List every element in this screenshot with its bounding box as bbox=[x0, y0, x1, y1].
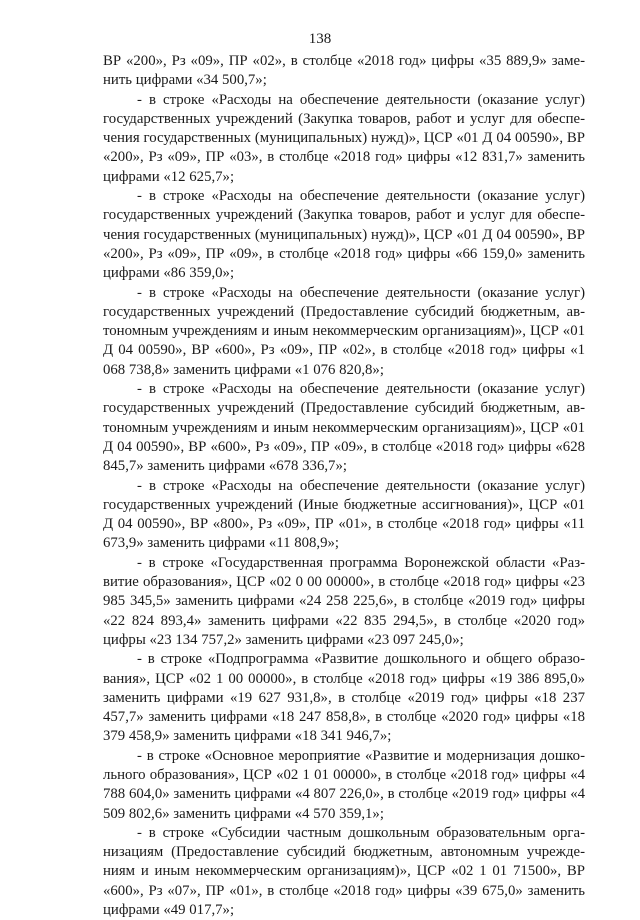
paragraph: - в строке «Основное мероприятие «Развитие и модернизация дошкольного образования», ЦСР «02 1 01 00000», в столбце «2018 год» цифры «4 788 604,0» заменить цифрами «4 807 226,0», в столбце «2019 год» цифры «4 509 802,6» заменить цифрами «4 570 359,1»; bbox=[103, 747, 585, 822]
paragraph: - в строке «Расходы на обеспечение деятельности (оказание услуг) государственных учреждений (Закупка товаров, работ и услуг для обеспечения государственных (муниципальных) нужд)», ЦСР «01 Д 04 00590», ВР «200», Рз «09», ПР «09», в столбце «2018 год» цифры «66 159,0» заменить цифрами «86 359,0»; bbox=[103, 188, 585, 282]
paragraph: - в строке «Субсидии частным дошкольным образовательным организациям (Предоставление субсидий бюджетным, автономным учреждениям и иным некоммерческим организациям)», ЦСР «02 1 01 71500», ВР «600», Рз «07», ПР «01», в столбце «2018 год» цифры «39 675,0» заменить цифрами «49 017,7»; bbox=[103, 824, 585, 919]
document-body bbox=[103, 52, 585, 920]
paragraph: - в строке «Расходы на обеспечение деятельности (оказание услуг) государственных учреждений (Иные бюджетные ассигнования)», ЦСР «01 Д 04 00590», ВР «800», Рз «09», ПР «01», в столбце «2018 год» цифры «11 673,9» заменить цифрами «11 808,9»; bbox=[103, 477, 585, 552]
page-number: 138 bbox=[308, 31, 332, 47]
paragraph: - в строке «Государственная программа Воронежской области «Развитие образования», ЦСР «02 0 00 00000», в столбце «2018 год» цифры «23 985 345,5» заменить цифрами «24 258 225,6», в столбце «2019 год» цифры «22 824 893,4» заменить цифрами «22 835 294,5», в столбце «2020 год» цифры «23 134 757,2» заменить цифрами «23 097 245,0»; bbox=[103, 554, 585, 648]
paragraph: - в строке «Подпрограмма «Развитие дошкольного и общего образования», ЦСР «02 1 00 00000», в столбце «2018 год» цифры «19 386 895,0» заменить цифрами «19 627 931,8», в столбце «2019 год» цифры «18 237 457,7» заменить цифрами «18 247 858,8», в столбце «2020 год» цифры «18 379 458,9» заменить цифрами «18 341 946,7»; bbox=[103, 651, 585, 745]
paragraph: - в строке «Расходы на обеспечение деятельности (оказание услуг) государственных учреждений (Предоставление субсидий бюджетным, автономным учреждениям и иным некоммерческим организациям)», ЦСР «01 Д 04 00590», ВР «600», Рз «09», ПР «09», в столбце «2018 год» цифры «628 845,7» заменить цифрами «678 336,7»; bbox=[103, 381, 585, 475]
paragraph: - в строке «Расходы на обеспечение деятельности (оказание услуг) государственных учреждений (Предоставление субсидий бюджетным, автономным учреждениям и иным некоммерческим организациям)», ЦСР «01 Д 04 00590», ВР «600», Рз «09», ПР «02», в столбце «2018 год» цифры «1 068 738,8» заменить цифрами «1 076 820,8»; bbox=[103, 284, 585, 378]
paragraph: ВР «200», Рз «09», ПР «02», в столбце «2018 год» цифры «35 889,9» заменить цифрами «34 500,7»; bbox=[103, 53, 585, 89]
paragraph: - в строке «Расходы на обеспечение деятельности (оказание услуг) государственных учреждений (Закупка товаров, работ и услуг для обеспечения государственных (муниципальных) нужд)», ЦСР «01 Д 04 00590», ВР «200», Рз «09», ПР «03», в столбце «2018 год» цифры «12 831,7» заменить цифрами «12 625,7»; bbox=[103, 91, 585, 185]
